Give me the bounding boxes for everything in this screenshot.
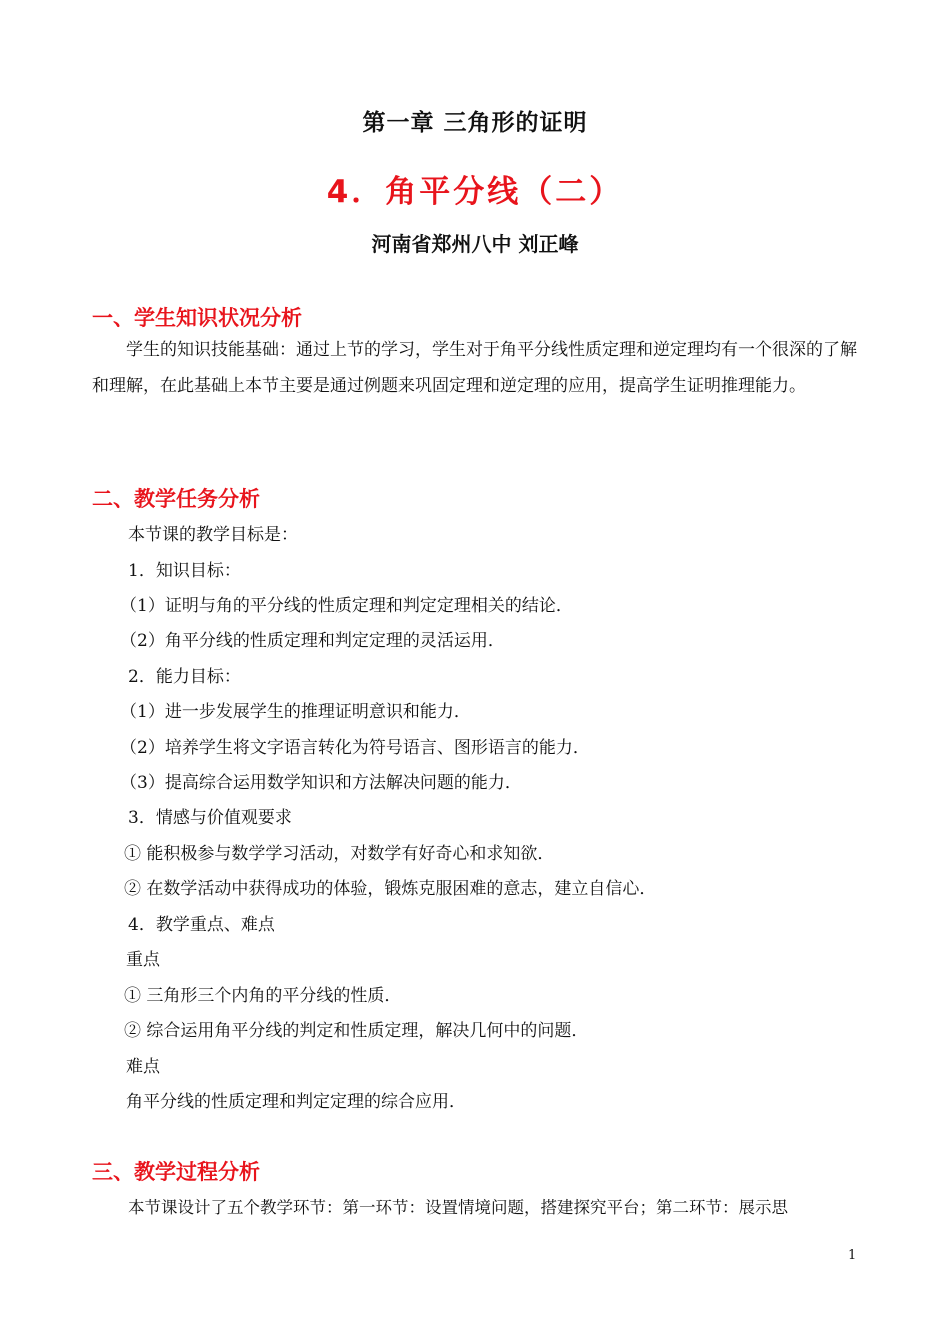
list-item: 角平分线的性质定理和判定定理的综合应用． [126,1092,466,1112]
list-item: ② 在数学活动中获得成功的体验，锻炼克服困难的意志，建立自信心． [124,879,657,899]
chapter-heading: 第一章 三角形的证明 [362,110,588,136]
section-heading-process-analysis: 三、教学过程分析 [92,1160,260,1184]
list-item: （3）提高综合运用数学知识和方法解决问题的能力． [120,773,522,793]
author-line: 河南省郑州八中 刘正峰 [371,232,579,256]
list-item: （2）培养学生将文字语言转化为符号语言、图形语言的能力． [120,738,590,758]
paragraph-text: 学生的知识技能基础：通过上节的学习，学生对于角平分线性质定理和逆定理均有一个很深的了解和理解，在此基础上本节主要是通过例题来巩固定理和逆定理的应用，提高学生证明推理能力。 [92,340,857,396]
list-item: 难点 [126,1057,160,1077]
section-paragraph-student-analysis [92,333,860,404]
list-item: 本节课的教学目标是： [128,525,298,545]
section-heading-task-analysis: 二、教学任务分析 [92,487,260,511]
list-item: ② 综合运用角平分线的判定和性质定理，解决几何中的问题． [124,1021,589,1041]
list-item: （1）证明与角的平分线的性质定理和判定定理相关的结论． [120,596,573,616]
list-item: （2）角平分线的性质定理和判定定理的灵活运用． [120,631,505,651]
list-item: ① 能积极参与数学学习活动，对数学有好奇心和求知欲． [124,844,555,864]
page-number: 1 [848,1248,857,1263]
list-item: 1．知识目标： [128,561,241,581]
list-item: 4．教学重点、难点 [128,915,275,935]
list-item: ① 三角形三个内角的平分线的性质． [124,986,402,1006]
list-item: 3．情感与价值观要求 [128,808,292,828]
list-item: 2．能力目标： [128,667,241,687]
lesson-title: 4．角平分线（二） [326,174,624,210]
list-item: （1）进一步发展学生的推理证明意识和能力． [120,702,471,722]
list-item: 重点 [126,950,160,970]
section-paragraph-process-analysis: 本节课设计了五个教学环节：第一环节：设置情境问题，搭建探究平台；第二环节：展示思 [128,1198,788,1217]
section-heading-student-analysis: 一、学生知识状况分析 [92,306,302,330]
